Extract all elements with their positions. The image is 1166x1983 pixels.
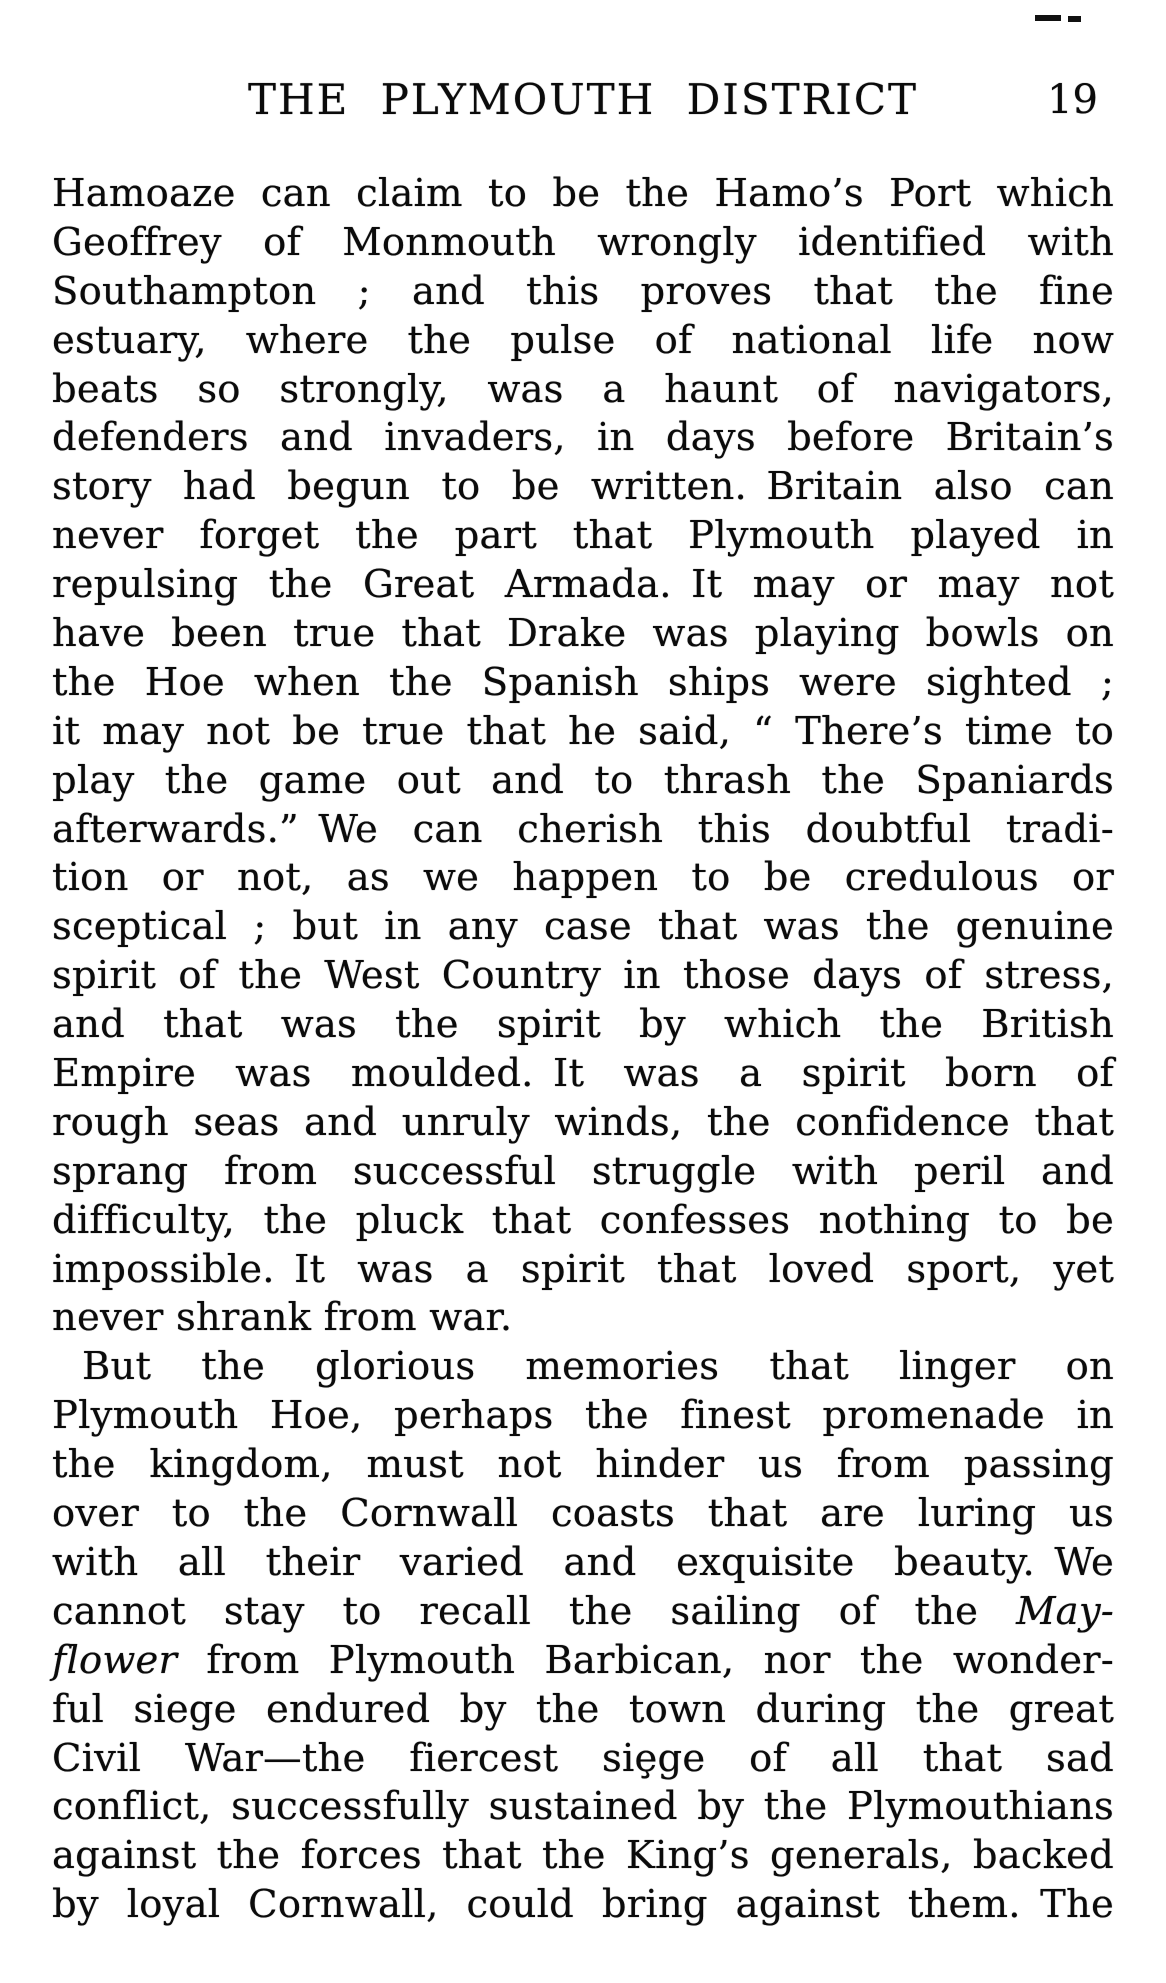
text-segment: with all their varied and exquisite beauty. We [52,1539,1114,1585]
text-line [52,1588,1114,1637]
text-line [52,610,1114,659]
text-line [52,1881,1114,1930]
text-line [52,1343,1114,1392]
text-segment: the kingdom, must not hinder us from passing [52,1442,1114,1488]
italic-text: flower [52,1637,178,1683]
text-segment: have been true that Drake was playing bowls on [52,611,1114,657]
smudge-dash-icon [1035,15,1061,21]
text-segment: repulsing the Great Armada. It may or may not [52,562,1114,608]
text-line [52,268,1114,317]
text-line [52,219,1114,268]
text-line [52,1441,1114,1490]
text-segment: But the glorious memories that linger on [82,1344,1114,1390]
text-segment: it may not be true that he said, “ There’s time to [52,708,1114,754]
text-line [52,1246,1114,1295]
text-segment: story had begun to be written. Britain also can [52,464,1114,510]
scan-smudge-marks [1035,15,1081,22]
text-line [52,1197,1114,1246]
text-segment: afterwards.” We can cherish this doubtful tradi- [52,806,1114,852]
text-line [52,317,1114,366]
text-segment: Plymouth Hoe, perhaps the finest promenade in [52,1393,1114,1439]
text-segment: sprang from successful struggle with peril and [52,1148,1114,1194]
text-line [52,414,1114,463]
text-line [52,806,1114,855]
text-segment: sceptical ; but in any case that was the genuine [52,904,1114,950]
text-line [52,463,1114,512]
text-segment: spirit of the West Country in those days of stress, [52,953,1114,999]
text-line [52,708,1114,757]
page-header [52,74,1114,126]
text-line [52,1294,1114,1343]
text-segment: over to the Cornwall coasts that are luring us [52,1491,1114,1537]
text-line [52,1490,1114,1539]
text-line [52,1735,1114,1784]
text-line [52,1001,1114,1050]
text-segment: Hamoaze can claim to be the Hamo’s Port which [52,171,1114,216]
text-line [52,1832,1114,1881]
text-line [52,170,1114,219]
text-line [52,512,1114,561]
page-number: 19 [1047,77,1098,123]
text-segment: the Hoe when the Spanish ships were sighted ; [52,659,1114,705]
text-segment: cannot stay to recall the sailing of the [52,1588,1017,1634]
text-segment: Civil War—the fiercest siȩge of all that sad [52,1735,1114,1781]
text-segment: conflict, successfully sustained by the Plymouthians [52,1784,1114,1830]
text-line [52,1637,1114,1686]
running-head-title: THE PLYMOUTH DISTRICT [247,75,919,124]
text-segment: ful siege endured by the town during the great [52,1686,1114,1732]
text-line [52,561,1114,610]
text-segment: by loyal Cornwall, could bring against them. The [52,1882,1114,1928]
text-segment: impossible. It was a spirit that loved sport, yet [52,1246,1114,1292]
text-line [52,1539,1114,1588]
text-segment: Southampton ; and this proves that the fine [52,268,1114,314]
text-line [52,903,1114,952]
text-segment: Empire was moulded. It was a spirit born of [52,1051,1114,1097]
text-line [52,854,1114,903]
text-line [52,757,1114,806]
text-line [52,1392,1114,1441]
italic-text: May- [1016,1588,1114,1634]
text-line [52,952,1114,1001]
text-line [52,1686,1114,1735]
text-segment: against the forces that the King’s generals, backed [52,1833,1114,1879]
text-segment: tion or not, as we happen to be credulous or [52,855,1114,901]
text-segment: never shrank from war. [52,1295,513,1341]
text-line [52,1148,1114,1197]
page-body [52,170,1114,1930]
text-line [52,659,1114,708]
text-line [52,1099,1114,1148]
text-segment: difficulty, the pluck that confesses nothing to be [52,1197,1114,1243]
text-segment: Geoffrey of Monmouth wrongly identified with [52,219,1114,265]
text-segment: beats so strongly, was a haunt of navigators, [52,366,1114,412]
text-segment: never forget the part that Plymouth played in [52,513,1114,559]
text-segment: from Plymouth Barbican, nor the wonder- [177,1637,1114,1683]
smudge-dash-icon [1068,16,1081,22]
text-segment: play the game out and to thrash the Spaniards [52,757,1114,803]
text-segment: and that was the spirit by which the British [52,1002,1114,1048]
text-segment: rough seas and unruly winds, the confidence that [52,1099,1114,1145]
text-line [52,1783,1114,1832]
text-segment: defenders and invaders, in days before Britain’s [52,415,1114,461]
text-line [52,366,1114,415]
text-line [52,1050,1114,1099]
text-segment: estuary, where the pulse of national life now [52,317,1114,363]
